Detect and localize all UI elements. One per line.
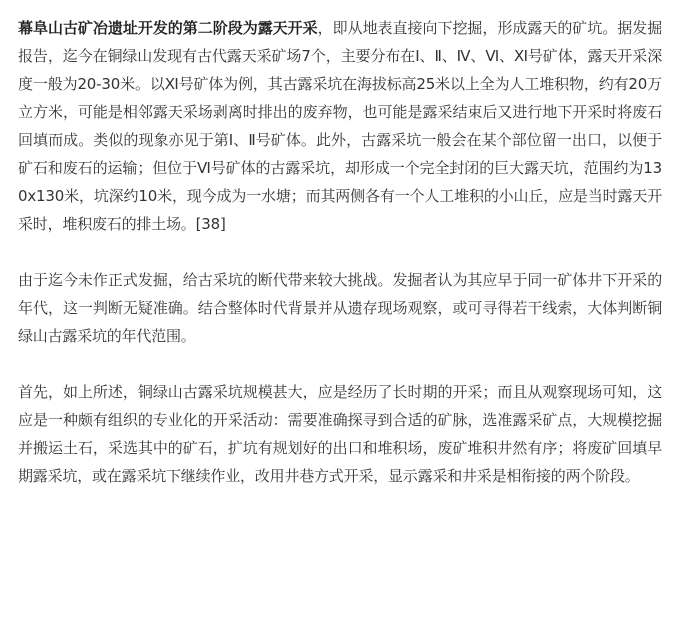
paragraph-1 (18, 14, 662, 238)
paragraph-1-bold-lead: 幕阜山古矿冶遗址开发的第二阶段为露天开采 (18, 19, 318, 37)
paragraph-2 (18, 266, 662, 350)
paragraph-3 (18, 378, 662, 490)
paragraph-2-text: 由于迄今未作正式发掘，给古采坑的断代带来较大挑战。发掘者认为其应早于同一矿体井下开采的年代，这一判断无疑准确。结合整体时代背景并从遗存现场观察，或可寻得若干线索，大体判断铜绿山古露采坑的年代范围。 (18, 271, 662, 345)
paragraph-3-text: 首先，如上所述，铜绿山古露采坑规模甚大，应是经历了长时期的开采；而且从观察现场可知，这应是一种颇有组织的专业化的开采活动：需要准确探寻到合适的矿脉，选准露采矿点，大规模挖掘并搬运土石，采选其中的矿石，扩坑有规划好的出口和堆积场，废矿堆积井然有序；将废矿回填早期露采坑，或在露采坑下继续作业，改用井巷方式开采，显示露采和井采是相衔接的两个阶段。 (18, 383, 662, 485)
paragraph-1-text: ，即从地表直接向下挖掘，形成露天的矿坑。据发掘报告，迄今在铜绿山发现有古代露天采矿场7个，主要分布在Ⅰ、Ⅱ、Ⅳ、Ⅵ、Ⅺ号矿体，露天开采深度一般为20-30米。以Ⅺ号矿体为例，其古露采坑在海拔标高25米以上全为人工堆积物，约有20万立方米，可能是相邻露天采场剥离时排出的废弃物，也可能是露采结束后又进行地下开采时将废石回填而成。类似的现象亦见于第Ⅰ、Ⅱ号矿体。此外，古露采坑一般会在某个部位留一出口，以便于矿石和废石的运输；但位于Ⅵ号矿体的古露采坑，却形成一个完全封闭的巨大露天坑，范围约为130x130米，坑深约10米，现今成为一水塘；而其两侧各有一个人工堆积的小山丘，应是当时露天开采时，堆积废石的排土场。[38] (18, 19, 662, 233)
